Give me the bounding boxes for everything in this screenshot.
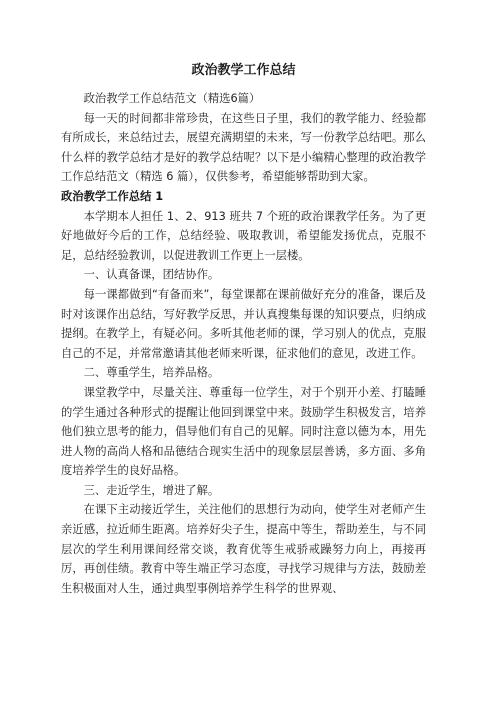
- subheading-1: 一、认真备课，团结协作。: [83, 268, 220, 282]
- body-paragraph: 课堂教学中，尽量关注、尊重每一位学生，对于个别开小差、打瞌睡的学生通过各种形式的提醒让他回到课堂中来。鼓励学生积极发言，培养他们独立思考的能力，倡导他们有自己的见解。同时注意以德为本，用先进人物的高尚人格和品德结合现实生活中的现象层层善诱，多方面、多角度培养学生的良好品格。: [61, 385, 426, 478]
- body-paragraph: 在课下主动接近学生，关注他们的思想行为动向，使学生对老师产生亲近感，拉近师生距离。培养好尖子生，提高中等生，帮助差生，与不同层次的学生利用课间经常交谈，教育优等生戒骄戒躁努力向上，再接再厉，再创佳绩。教育中等生端正学习态度，寻找学习规律与方法，鼓励差生积极面对人生，通过典型事例培养学生科学的世界观、: [61, 503, 426, 595]
- body-paragraph: 每一课都做到“有备而来”，每堂课都在课前做好充分的准备，课后及时对该课作出总结，写好教学反思，并认真搜集每课的知识要点，归纳成提纲。在教学上，有疑必问。多听其他老师的课，学习别人的优点，克服自己的不足，并常常邀请其他老师来听课，征求他们的意见，改进工作。: [61, 287, 426, 360]
- body-paragraph: 本学期本人担任 1、2、913 班共 7 个班的政治课教学任务。为了更好地做好今后的工作，总结经验、吸取教训，希望能发扬优点，克服不足，总结经验教训，以促进教训工作更上一层楼。: [61, 209, 426, 262]
- document-title: 政治教学工作总结: [191, 63, 296, 78]
- section-heading: 政治教学工作总结 1: [61, 189, 164, 203]
- body-paragraph-intro: 每一天的时间都非常珍贵，在这些日子里，我们的教学能力、经验都有所成长，来总结过去，展望充满期望的未来，写一份教学总结吧。那么什么样的教学总结才是好的教学总结呢？以下是小编精心整理的政治教学工作总结范文（精选 6 篇），仅供参考，希望能够帮助到大家。: [61, 111, 426, 184]
- subheading-3: 三、走近学生，增进了解。: [83, 483, 220, 497]
- body-paragraph-subtitle: 政治教学工作总结范文（精选6篇）: [83, 92, 261, 105]
- subheading-2: 二、尊重学生，培养品格。: [83, 366, 220, 380]
